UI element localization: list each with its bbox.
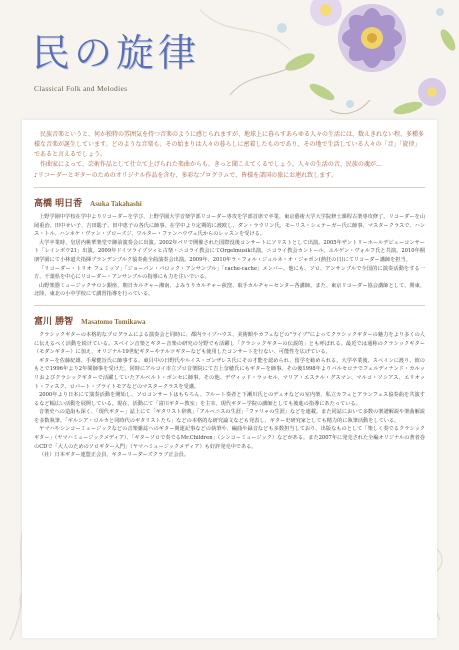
performer-name-jp: 高橋 明日香: [34, 199, 83, 209]
bio-paragraph: ギターを佐藤紀雄、手塚健旨氏に師事する。東目中の日野氏やルイス・ゴンザレス氏にその才能を認められ、留学を勧められる。大学卒業後、スペインに渡り、彼のもとで1996年より2年間師事を受けた。同時にアルコイ市立プロ音楽院にて吉上奈穂氏にもギターを師事。その後1998年よりバルセロナでフェルディナンド・カルッリおよびクラシックギターで活躍していたアルベルト・ポンセに師事。その他、デヴィッド・ラッセル、マリア・エステル・グスマン、マルコ・ソシアス、エリオット・フィスク、ロバート・ブライトモアなどのマスタークラスを受講。: [34, 357, 425, 390]
performer-name-row: [34, 196, 425, 209]
intro-section: [34, 130, 425, 181]
bio-paragraph: 「リコーダー・トリオ フェミッソ」「ジョーバン・バロック・アンサンブル」「cache-cache」メンバー。他にも、ソロ、アンサンブルで全国的に演奏活動をする一方、千葉県を中心にリコーダー・アンサンブルの指導にも力を注いでいる。: [34, 265, 425, 281]
bio-paragraph: 2000年より日本にて演奏活動を開始し、ソロコンサートはもちろん、フルート奏者と下瀬川氏とのデュオなどの室内楽、私立カフェとアランフェス協奏曲を共演するなど幅広い活動を展開している。現在、活動にて「富川ギター教室」を主宰、現代ギター学院の講師としても後進の指導にあたっている。: [34, 392, 425, 407]
performer-name-en: Asuka Takahashi: [90, 200, 142, 208]
section-divider: [34, 305, 425, 306]
intro-paragraph: 作曲家によって、芸術作品として仕立て上げられた楽曲からも、きっと聞こえてくるでしょう。人々の生活の音、民族の魂が…: [40, 161, 382, 168]
section-divider: [34, 187, 425, 188]
performer-bio: [34, 213, 425, 299]
performer-name-row: [34, 314, 425, 327]
page-subtitle: Classical Folk and Melodies: [34, 84, 128, 93]
bio-paragraph: （社）日本ギター連盟正会員、ギターリーダーズクラブ正会員。: [39, 452, 190, 459]
intro-paragraph: 民族音楽というと、何か独特の雰囲気を持つ音楽のように感じられますが、地球上に暮らすあらゆる人々の生活には、数えきれない程、多種多様な音楽が誕生しています。どのような音楽も、その始まりは人々の暮らしに密着したものであり、その地で生活している人々の「音」「旋律」であると言えるでしょう。: [34, 131, 425, 158]
bio-paragraph: クラシックギターの本格的なプログラムによる演奏会と同時に、都内ライブハウス、美術館やカフェなどの"ライブ"によってクラシックギターの魅力をより多くの人に伝えるべく活動を続けている。スペイン音楽とギター音楽の研究の分野でも活躍し「クラシックギターの伝説的」とも呼ばれる。最近では通称のクラシックギター（モダンギター）に加え、オリジナル19世紀ギターやテルツギターなども使用したコンサートを行ない、可能性を広げている。: [34, 331, 425, 356]
bio-paragraph: ヤマハやシンコーミュージックなどの音楽雑誌へのギター関連記事などの執筆や、編曲や録音なども多数担当しており、出版なものとして「楽しく奏でるクラシックギター」（ヤマハミュージックメディア）、「ギターソロで奏でるMr.Children」（シンコーミュージック）などがある。また2007年に発売された全編オリジナルの著者巻のCDで「大人のためのソロギター入門」（ヤマハミュージックメディア）も好評発売中である。: [34, 426, 425, 450]
performer-name-en: Masatomo Tomikawa: [81, 317, 146, 326]
performer-section-tomikawa: [34, 314, 425, 460]
bio-paragraph: 上野学園中学校在学中よりリコーダーを学び、上野学園大学音楽学部リコーダー専攻を学部首席で卒業。東京藝術大学大学院修士課程古楽専攻修了。リコーダーを山岡重治、田中せい子、吉田聡子、田中恵子の各氏に師事。在学中より定期的に渡欧し、ダン・ラウリン氏、モーリス・シュテーガー氏に師事、マスタークラスで、ハンス・トル、ハンネケ・ヴァン・プローズジ、ワルター・ファンハウヴェ氏からのレッスンを受ける。: [34, 214, 425, 238]
bio-paragraph: 山野楽器ミュージックサロン銀座、朝日カルチャー湘南、よみうりカルチャー荻窪、取手カルチャーセンター各講師。また、東京リコーダー協会講師として、関東、北陸、東北の小中学校にて講習指導を行っている。: [34, 282, 425, 298]
performer-section-takahashi: [34, 196, 425, 299]
page-header: [0, 0, 459, 120]
performer-bio: [34, 331, 425, 460]
page-title: 民の旋律: [32, 31, 201, 75]
bio-paragraph: 大学卒業時、皇居内桃華楽堂で御前演奏会に出演。2002年パリで開催された国際没後コンサートにソリストとして出演。2005年ザントリーホールデビューコンサート「レインボウ21」出演。2009年ドイツライプツィヒ古楽・ニコライ教会にてOrgelmusik出演。ニコライ教会カントール、ユルゲン・ヴォルフ氏と共演。2010年桐朋学園にて小林道夫指揮ブランデンブルク協奏曲全曲演奏会出演。2009年、2010年ラ・フォル・ジュルネ・オ・ジャポン(熱狂の日)にてリコーダー講師を担当。: [34, 239, 425, 263]
intro-note: ♪リコーダーとギターのためのオリジナル作品を含む、多彩なプログラムで、皆様を諸国の旅にお連れ致します。: [34, 172, 337, 179]
bio-paragraph: 音楽史への造詣も深く、「現代ギター」誌上にて「ギタリスト辞典」「アルベニスの生涯」「ファリャの生涯」などを連載。また同誌において多数の楽譜解説や楽曲解説を多数執筆。「ギルシア・ロルカと同時代のギタリストたち」などの本格的な研究論文なども発表し、ギター史研究家としても精力的に執筆活動をしている。: [34, 409, 425, 424]
performer-name-jp: 富川 勝智: [34, 316, 74, 327]
content-panel: [22, 120, 437, 638]
